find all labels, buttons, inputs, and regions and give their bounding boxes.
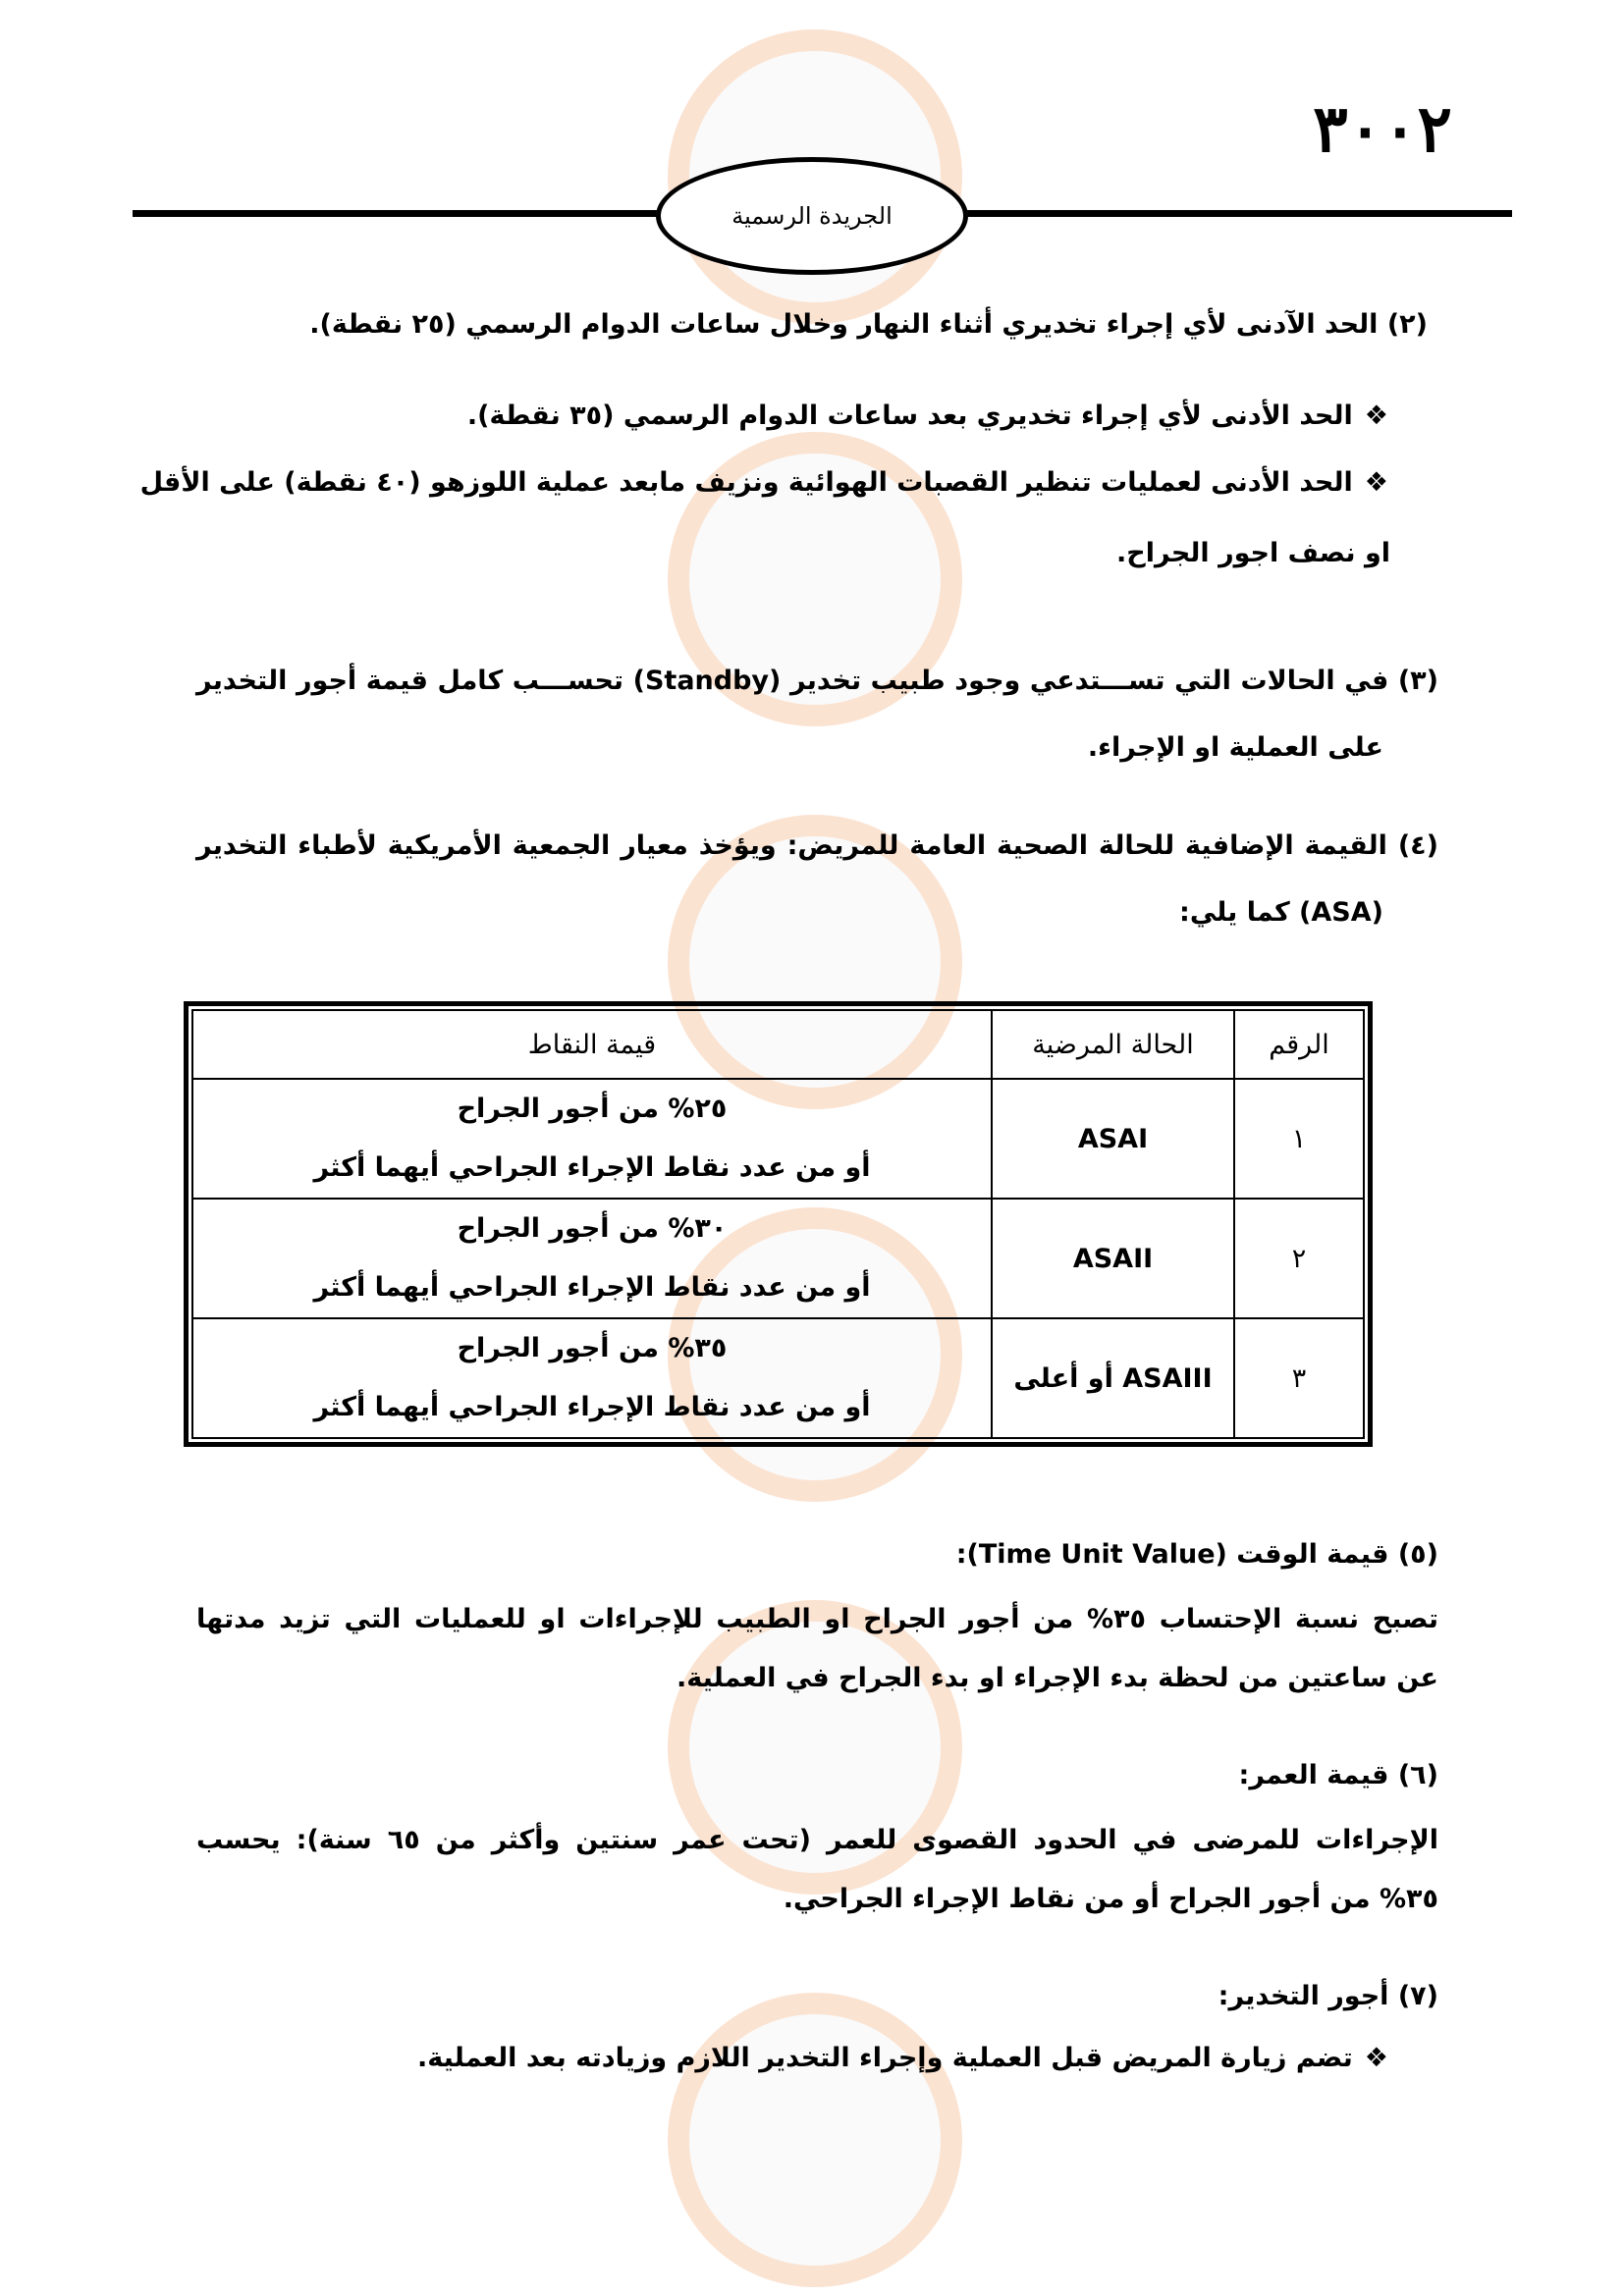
bullet-text: الحد الأدنى لعمليات تنظير القصبات الهوائية ونزيف مابعد عملية اللوزهو (٤٠ نقطة) على الأقل	[139, 467, 1353, 498]
row-points	[192, 1199, 992, 1318]
table-row	[192, 1199, 1364, 1318]
bullet-item-2-cont: او نصف اجور الجراح.	[1116, 538, 1390, 568]
row-state: ASAIII أو أعلى	[992, 1318, 1234, 1438]
bullet-item-2	[139, 467, 1388, 498]
row-state: ASAII	[992, 1199, 1234, 1318]
points-line-2: أو من عدد نقاط الإجراء الجراحي أيهما أكثر	[313, 1392, 871, 1422]
points-line-1: ٣٥% من أجور الجراح	[457, 1333, 728, 1363]
clause-6-title: (٦) قيمة العمر:	[1238, 1760, 1438, 1790]
bullet-icon: ❖	[1364, 467, 1388, 498]
clause-7-title: (٧) أجور التخدير:	[1218, 1981, 1438, 2011]
watermark-clock	[668, 1993, 962, 2287]
bullet-text: الحد الأدنى لأي إجراء تخديري بعد ساعات الدوام الرسمي (٣٥ نقطة).	[466, 400, 1353, 431]
bullet-icon: ❖	[1364, 2043, 1388, 2073]
clause-3-line-2: على العملية او الإجراء.	[1087, 732, 1383, 763]
clause-4-line-1: (٤) القيمة الإضافية للحالة الصحية العامة للمريض: ويؤخذ معيار الجمعية الأمريكية لأطباء التخدير	[196, 830, 1438, 861]
row-number: ١	[1234, 1079, 1364, 1199]
row-number: ٣	[1234, 1318, 1364, 1438]
row-points	[192, 1318, 992, 1438]
page-number: ٣٠٠٢	[1313, 90, 1452, 167]
clause-3-line-1: (٣) في الحالات التي تســـتدعي وجود طبيب تخدير (Standby) تحســـب كامل قيمة أجور التخدير	[196, 666, 1438, 696]
header-points: قيمة النقاط	[192, 1010, 992, 1079]
clause-2: (٢) الحد الآدنى لأي إجراء تخديري أثناء النهار وخلال ساعات الدوام الرسمي (٢٥ نقطة).	[309, 309, 1428, 340]
gazette-title-oval	[656, 157, 968, 275]
points-line-2: أو من عدد نقاط الإجراء الجراحي أيهما أكثر	[313, 1272, 871, 1303]
points-line-1: ٣٠% من أجور الجراح	[457, 1213, 728, 1244]
bullet-item-3	[417, 2043, 1388, 2073]
asa-table	[191, 1009, 1365, 1439]
header-state: الحالة المرضية	[992, 1010, 1234, 1079]
clause-5-line-2: عن ساعتين من لحظة بدء الإجراء او بدء الجراح في العملية.	[676, 1663, 1438, 1693]
bullet-text: تضم زيارة المريض قبل العملية وإجراء التخدير اللازم وزيادته بعد العملية.	[417, 2043, 1353, 2073]
points-line-1: ٢٥% من أجور الجراح	[457, 1094, 728, 1124]
clause-6-line-1: الإجراءات للمرضى في الحدود القصوى للعمر (تحت عمر سنتين وأكثر من ٦٥ سنة): يحسب	[196, 1825, 1438, 1855]
clause-5-title: (٥) قيمة الوقت (Time Unit Value):	[955, 1539, 1438, 1570]
bullet-icon: ❖	[1364, 400, 1388, 431]
points-line-2: أو من عدد نقاط الإجراء الجراحي أيهما أكثر	[313, 1152, 871, 1183]
clause-5-line-1: تصبح نسبة الإحتساب ٣٥% من أجور الجراح او الطبيب للإجراءات او للعمليات التي تزيد مدتها	[196, 1604, 1438, 1634]
bullet-item-1	[467, 400, 1388, 431]
row-points	[192, 1079, 992, 1199]
gazette-title: الجريدة الرسمية	[731, 202, 893, 230]
header-number: الرقم	[1234, 1010, 1364, 1079]
row-state: ASAI	[992, 1079, 1234, 1199]
row-number: ٢	[1234, 1199, 1364, 1318]
table-header-row	[192, 1010, 1364, 1079]
clause-4-line-2: (ASA) كما يلي:	[1179, 897, 1383, 928]
table-row	[192, 1318, 1364, 1438]
clause-6-line-2: ٣٥% من أجور الجراح أو من نقاط الإجراء الجراحي.	[783, 1884, 1438, 1914]
table-row	[192, 1079, 1364, 1199]
